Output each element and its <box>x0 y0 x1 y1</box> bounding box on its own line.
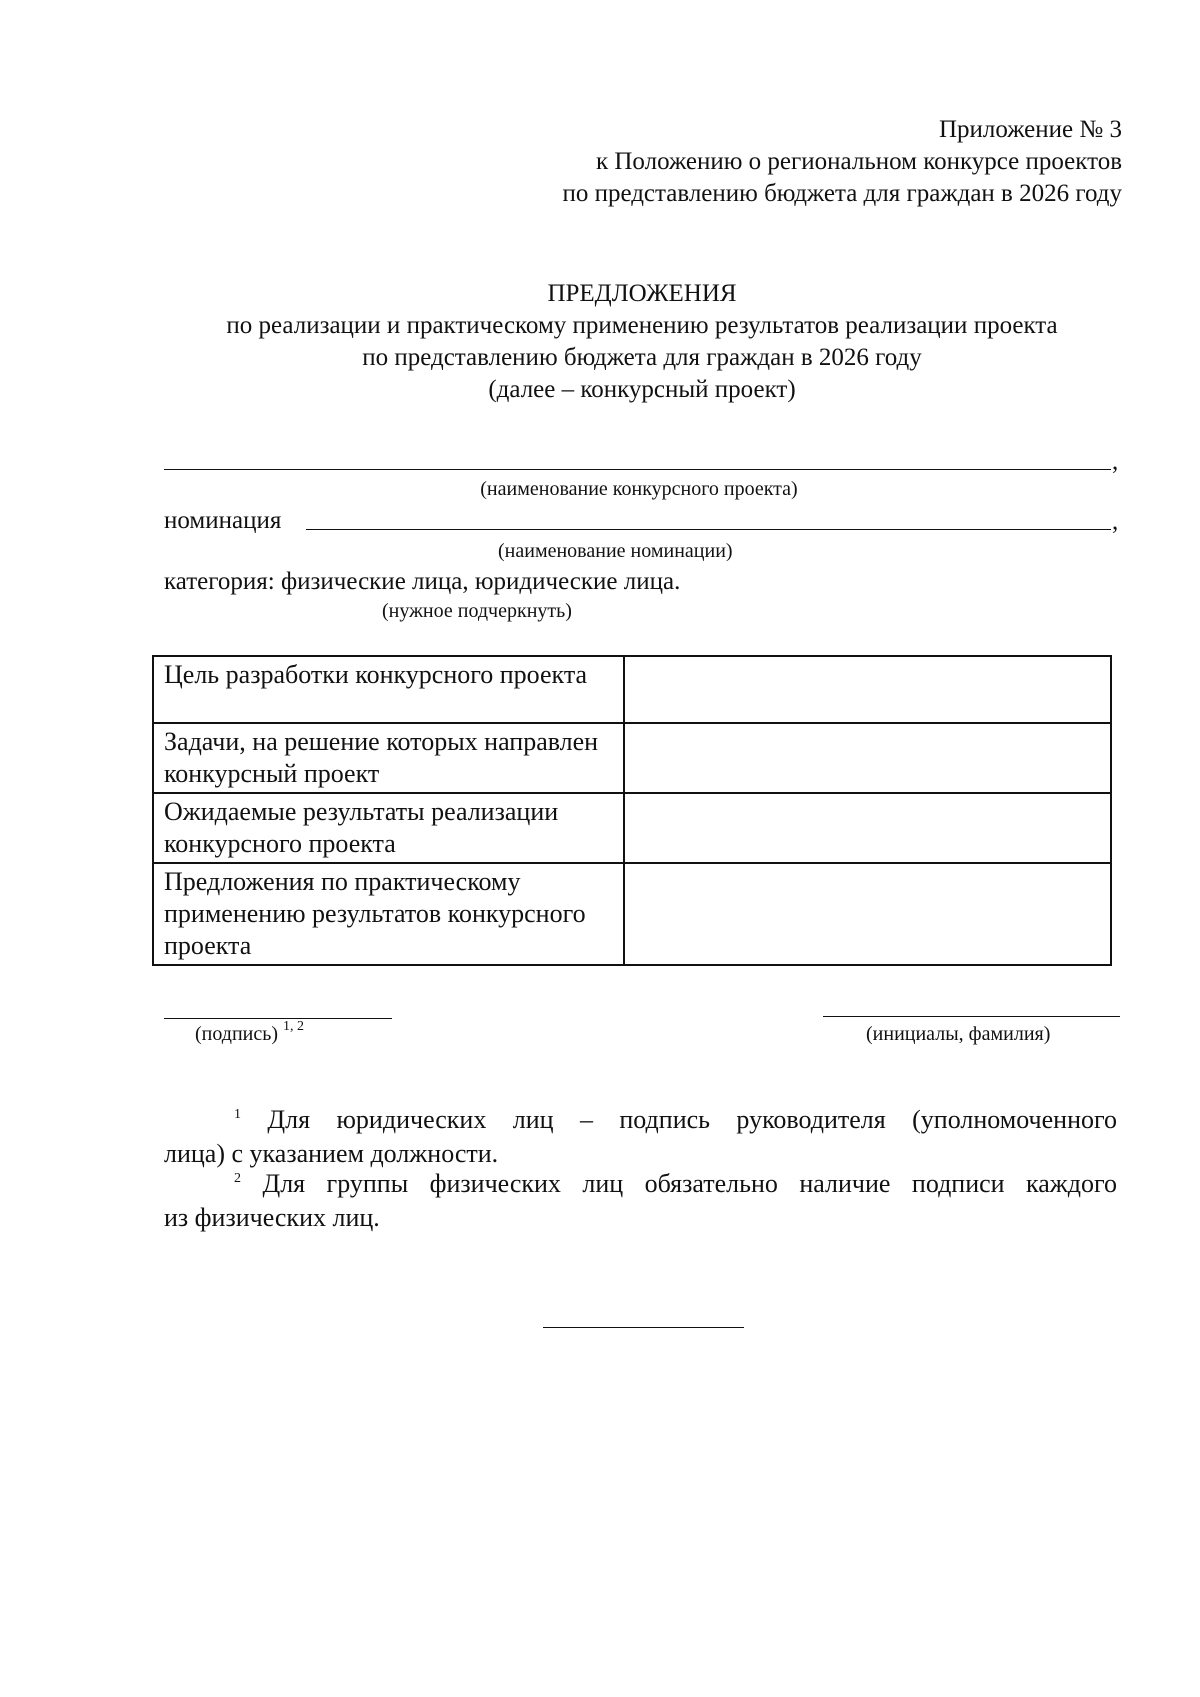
project-name-line[interactable] <box>164 469 1111 470</box>
appendix-number: Приложение № 3 <box>938 116 1122 143</box>
nomination-label: номинация <box>164 507 282 534</box>
footnote-2-text: Для группы физических лиц обязательно наличие подписи каждого <box>262 1169 1118 1198</box>
project-name-caption: (наименование конкурсного проекта) <box>480 478 798 500</box>
footnote-2 <box>164 1167 1117 1235</box>
row-label-application: Предложения по практическому применению результатов конкурсного проекта <box>153 863 624 965</box>
footnote-1-text: Для юридических лиц – подпись руководителя (уполномоченного <box>267 1105 1117 1134</box>
row-value-tasks[interactable] <box>624 723 1111 793</box>
document-subtitle-line2: по представлению бюджета для граждан в 2026 году <box>362 344 922 371</box>
document-subtitle-line1: по реализации и практическому применению результатов реализации проекта <box>226 312 1058 339</box>
table-row <box>153 723 1111 793</box>
table-row <box>153 656 1111 723</box>
row-label-tasks: Задачи, на решение которых направлен конкурсный проект <box>153 723 624 793</box>
category-caption: (нужное подчеркнуть) <box>382 600 572 622</box>
category-line: категория: физические лица, юридические лица. <box>164 568 681 595</box>
nomination-line[interactable] <box>306 529 1111 530</box>
footnote-1-text-cont: лица) с указанием должности. <box>164 1139 499 1168</box>
footnote-1-mark: 1 <box>234 1107 241 1122</box>
footnote-2-mark: 2 <box>234 1171 241 1186</box>
footnote-2-text-cont: из физических лиц. <box>164 1203 380 1232</box>
project-name-comma: , <box>1112 448 1119 475</box>
document-title: ПРЕДЛОЖЕНИЯ <box>547 280 737 307</box>
row-value-results[interactable] <box>624 793 1111 863</box>
row-label-results: Ожидаемые результаты реализации конкурсного проекта <box>153 793 624 863</box>
signature-footnote-marks: 1, 2 <box>283 1019 305 1034</box>
footnote-1 <box>164 1103 1117 1171</box>
signature-caption: (подпись) $^{1, 2}$ <box>195 1019 305 1045</box>
appendix-reference: к Положению о региональном конкурсе проектов <box>595 148 1122 175</box>
appendix-subject: по представлению бюджета для граждан в 2026 году <box>562 180 1122 207</box>
nomination-comma: , <box>1112 508 1119 535</box>
row-value-application[interactable] <box>624 863 1111 965</box>
nomination-caption: (наименование номинации) <box>498 540 733 562</box>
proposal-table <box>152 655 1112 966</box>
table-row <box>153 793 1111 863</box>
name-line[interactable] <box>823 1016 1120 1017</box>
name-caption: (инициалы, фамилия) <box>866 1023 1051 1045</box>
document-subtitle-line3: (далее – конкурсный проект) <box>488 376 796 403</box>
signature-line[interactable] <box>164 1018 392 1019</box>
row-label-goal: Цель разработки конкурсного проекта <box>153 656 624 723</box>
row-value-goal[interactable] <box>624 656 1111 723</box>
table-row <box>153 863 1111 965</box>
closing-separator <box>543 1327 744 1328</box>
